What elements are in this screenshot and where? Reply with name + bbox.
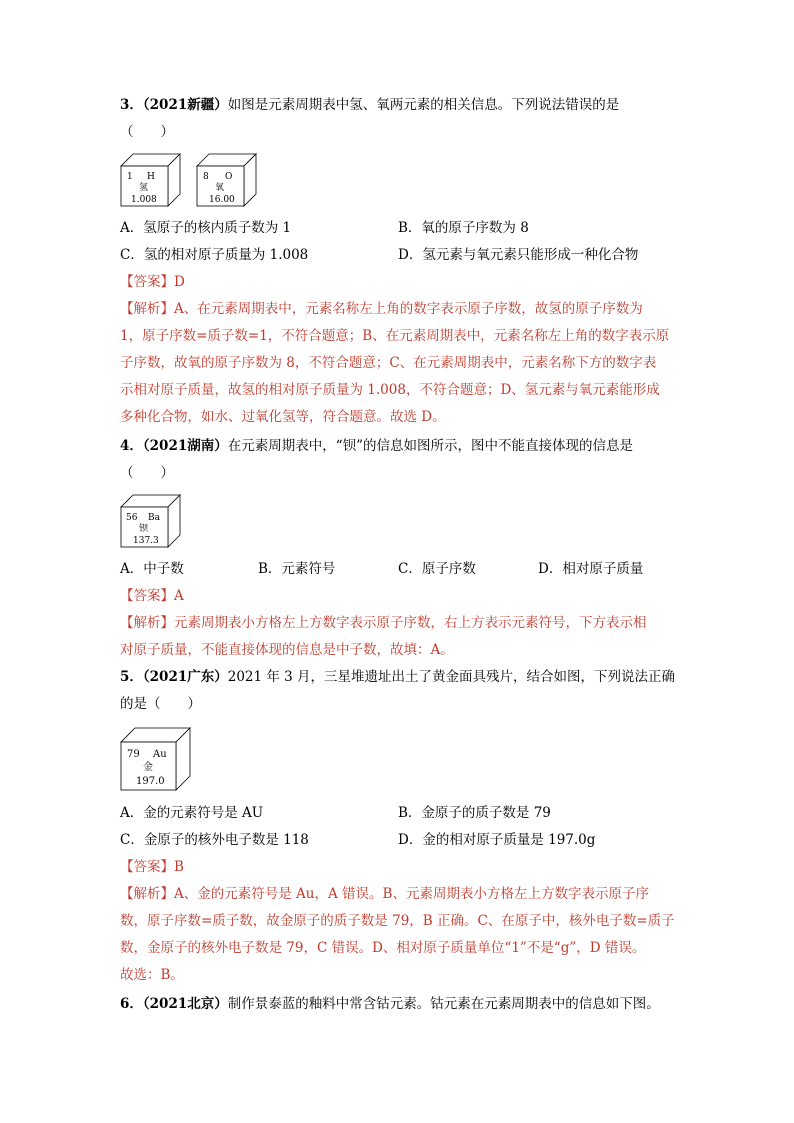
analysis-4-line-1: 【解析】元素周期表小方格左上方数字表示原子序数，右上方表示元素符号，下方表示相 (120, 615, 647, 631)
analysis-4-line-2: 对原子质量，不能直接体现的信息是中子数，故填：A。 (120, 642, 454, 658)
cell-atomic-number: 79 (127, 749, 140, 760)
cell-symbol: H (147, 172, 155, 182)
question-3-stem: 3．（2021新疆）如图是元素周期表中氢、氧两元素的相关信息。下列说法错误的是 (120, 97, 620, 113)
question-5-stem: 5．（2021广东）2021 年 3 月，三星堆遗址出土了黄金面具残片，结合如图，下列说法正确 (120, 669, 676, 685)
analysis-5-line-2: 数，原子序数=质子数，故金原子的质子数是 79，B 正确。C、在原子中，核外电子数=质子 (120, 913, 675, 929)
option-3b: B．氧的原子序数为 8 (398, 220, 529, 236)
analysis-3-line-2: 1，原子序数=质子数=1，不符合题意；B、在元素周期表中，元素名称左上角的数字表示原 (120, 328, 670, 344)
cell-atomic-mass: 197.0 (136, 776, 165, 787)
option-5c: C．金原子的核外电子数是 118 (120, 832, 309, 848)
cell-symbol: Au (153, 749, 167, 760)
cell-atomic-mass: 1.008 (131, 195, 157, 205)
option-3d: D．氢元素与氧元素只能形成一种化合物 (398, 247, 639, 263)
answer-3: 【答案】D (120, 274, 185, 290)
analysis-3-line-4: 示相对原子质量，故氢的相对原子质量为 1.008，不符合题意；D、氢元素与氧元素能形成 (120, 382, 660, 398)
question-4-blank: （ ） (120, 465, 174, 481)
analysis-5-line-3: 数，金原子的核外电子数是 79，C 错误。D、相对原子质量单位“1”不是“g”，D 错误。 (120, 940, 646, 956)
question-3-blank: （ ） (120, 124, 174, 140)
element-cell-gold (120, 726, 192, 792)
cell-atomic-number: 8 (203, 172, 209, 182)
answer-5: 【答案】B (120, 859, 184, 875)
question-4-stem: 4．（2021湖南）在元素周期表中，“钡”的信息如图所示，图中不能直接体现的信息是 (120, 438, 634, 454)
question-5-stem-2: 的是（ ） (120, 696, 201, 712)
cell-symbol: O (225, 172, 233, 182)
option-4d: D．相对原子质量 (538, 561, 644, 577)
cell-symbol: Ba (148, 513, 160, 523)
analysis-3-line-5: 多种化合物，如水、过氧化氢等，符合题意。故选 D。 (120, 409, 446, 425)
answer-4: 【答案】A (120, 588, 184, 604)
cell-element-name: 金 (143, 762, 153, 773)
cell-atomic-mass: 137.3 (133, 536, 159, 546)
option-4c: C．原子序数 (398, 561, 476, 577)
cell-element-name: 氧 (215, 183, 225, 193)
cell-atomic-number: 56 (126, 513, 138, 523)
option-4b: B．元素符号 (258, 561, 336, 577)
analysis-3-line-3: 子序数，故氧的原子序数为 8，不符合题意；C、在元素周期表中，元素名称下方的数字表 (120, 355, 657, 371)
cell-element-name: 钡 (139, 524, 149, 534)
analysis-3-line-1: 【解析】A、在元素周期表中，元素名称左上角的数字表示原子序数，故氢的原子序数为 (120, 301, 643, 317)
option-3a: A．氢原子的核内质子数为 1 (120, 220, 292, 236)
cell-element-name: 氢 (139, 183, 149, 193)
element-cell-oxygen (196, 152, 258, 208)
cell-atomic-mass: 16.00 (209, 195, 235, 205)
option-5a: A．金的元素符号是 AU (120, 805, 264, 821)
element-cell-hydrogen (120, 152, 182, 208)
cell-atomic-number: 1 (127, 172, 133, 182)
analysis-5-line-1: 【解析】A、金的元素符号是 Au，A 错误。B、元素周期表小方格左上方数字表示原子序 (120, 886, 649, 902)
option-4a: A．中子数 (120, 561, 184, 577)
element-cell-barium (120, 493, 182, 549)
analysis-5-line-4: 故选：B。 (120, 967, 184, 983)
option-3c: C．氢的相对原子质量为 1.008 (120, 247, 309, 263)
option-5b: B．金原子的质子数是 79 (398, 805, 551, 821)
question-6-stem: 6．（2021北京）制作景泰蓝的釉料中常含钴元素。钴元素在元素周期表中的信息如下图。 (120, 996, 660, 1012)
option-5d: D．金的相对原子质量是 197.0g (398, 832, 596, 848)
